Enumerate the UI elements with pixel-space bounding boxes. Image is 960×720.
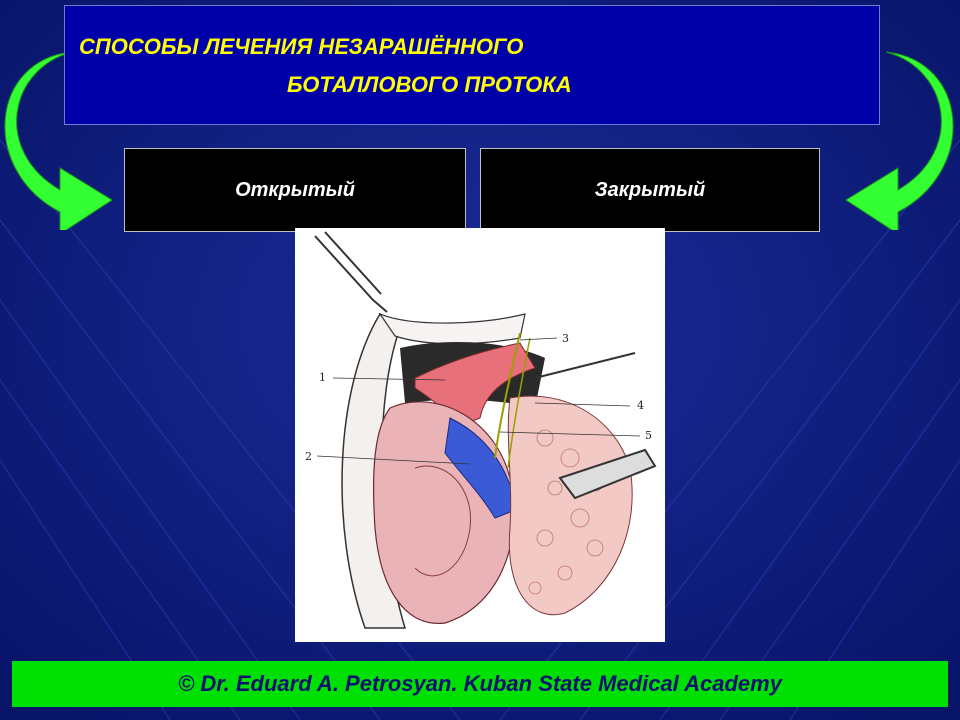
diagram-label-4: 4 bbox=[637, 399, 644, 412]
clamp-top-left-icon bbox=[315, 232, 387, 312]
diagram-label-2: 2 bbox=[305, 450, 312, 463]
lung bbox=[508, 396, 632, 615]
title-box bbox=[64, 5, 880, 125]
diagram-label-3: 3 bbox=[562, 332, 569, 345]
surgical-illustration bbox=[295, 228, 665, 642]
open-method-label: Открытый bbox=[235, 178, 355, 201]
title-line-2: БОТАЛЛОВОГО ПРОТОКА bbox=[287, 72, 572, 97]
closed-method-box bbox=[480, 148, 820, 232]
closed-method-label: Закрытый bbox=[594, 178, 706, 201]
diagram-label-1: 1 bbox=[319, 371, 326, 384]
open-method-box bbox=[124, 148, 466, 232]
surgical-drawing bbox=[295, 228, 665, 642]
diagram-label-5: 5 bbox=[645, 429, 652, 442]
title-line-1: СПОСОБЫ ЛЕЧЕНИЯ НЕЗАРАШЁННОГО bbox=[79, 34, 524, 59]
pleura-edge bbox=[380, 314, 525, 344]
footer-text: © Dr. Eduard A. Petrosyan. Kuban State Medical Academy bbox=[178, 671, 782, 696]
footer-banner bbox=[12, 661, 948, 707]
